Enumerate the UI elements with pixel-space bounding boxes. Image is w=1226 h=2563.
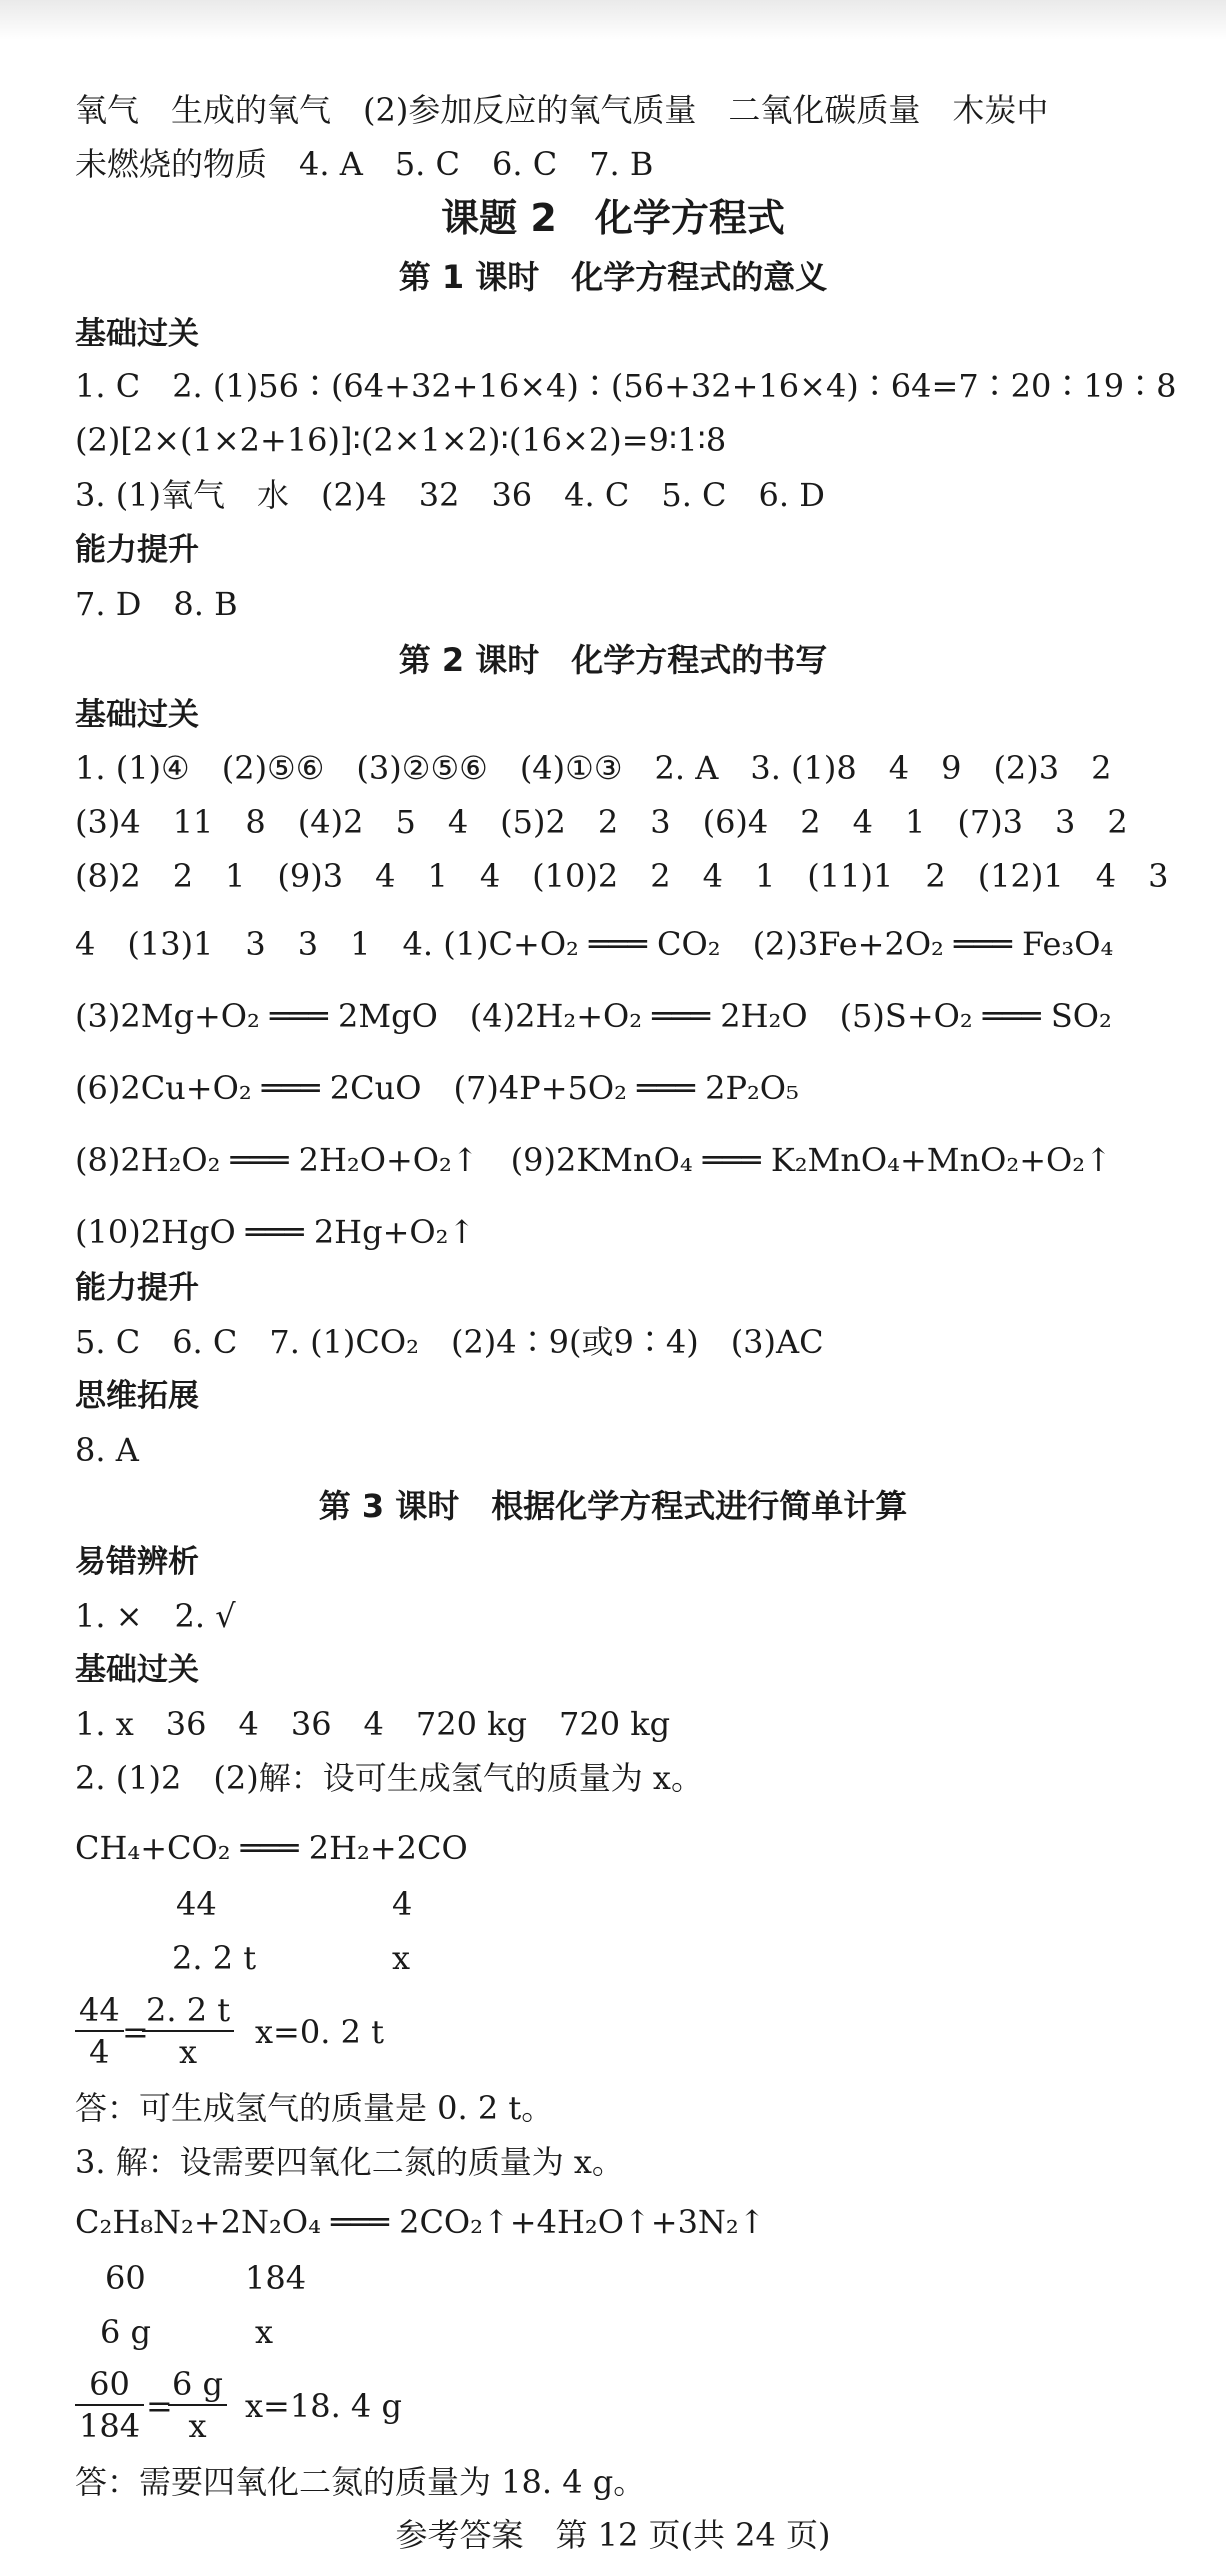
text-line: 1. x 36 4 36 4 720 kg 720 kg	[75, 1705, 671, 1743]
text-line: 5. C 6. C 7. (1)CO₂ (2)4∶9(或9∶4) (3)AC	[75, 1323, 824, 1361]
text-line: (2)[2×(1×2+16)]∶(2×1×2)∶(16×2)=9∶1∶8	[75, 421, 727, 459]
numerator: 6 g	[168, 2364, 227, 2406]
equals-sign: =	[122, 2013, 149, 2051]
denominator: x	[188, 2407, 207, 2445]
text-line: 答：需要四氧化二氮的质量为 18. 4 g。	[75, 2463, 646, 2501]
mass-value: 60	[105, 2259, 146, 2297]
text-line: 氧气 生成的氧气 (2)参加反应的氧气质量 二氧化碳质量 木炭中	[75, 91, 1049, 129]
mass-value: x	[392, 1939, 411, 1977]
section-thinking: 思维拓展	[75, 1378, 199, 1414]
text-line: 答：可生成氢气的质量是 0. 2 t。	[75, 2089, 554, 2127]
mass-value: 2. 2 t	[172, 1939, 257, 1977]
mass-value: 4	[392, 1885, 413, 1923]
top-shade	[0, 0, 1226, 40]
fraction	[168, 2364, 227, 2446]
numerator: 44	[75, 1990, 124, 2032]
equation-line: CH₄+CO₂ ═══ 2H₂+2CO	[75, 1829, 468, 1867]
text-line: 3. (1)氧气 水 (2)4 32 36 4. C 5. C 6. D	[75, 476, 825, 514]
fraction	[75, 1990, 124, 2072]
result: x=0. 2 t	[255, 2013, 384, 2051]
mass-value: 184	[245, 2259, 307, 2297]
section-basic-2: 基础过关	[75, 697, 199, 733]
fraction	[75, 2364, 144, 2446]
equation-line: (10)2HgO ═══ 2Hg+O₂↑	[75, 1213, 476, 1251]
topic-title: 课题 2 化学方程式	[441, 196, 785, 240]
text-line: 3. 解：设需要四氧化二氮的质量为 x。	[75, 2143, 624, 2181]
fraction	[142, 1990, 234, 2072]
equation-line: (8)2H₂O₂ ═══ 2H₂O+O₂↑ (9)2KMnO₄ ═══ K₂MnO₄+MnO₂+O₂↑	[75, 1141, 1112, 1179]
equals-sign: =	[146, 2387, 173, 2425]
section-error: 易错辨析	[75, 1544, 199, 1580]
numerator: 60	[75, 2364, 144, 2406]
text-line: 2. (1)2 (2)解：设可生成氢气的质量为 x。	[75, 1759, 703, 1797]
denominator: 4	[89, 2033, 110, 2071]
equation-line: (3)2Mg+O₂ ═══ 2MgO (4)2H₂+O₂ ═══ 2H₂O (5)S+O₂ ═══ SO₂	[75, 997, 1112, 1035]
lesson-3-title: 第 3 课时 根据化学方程式进行简单计算	[318, 1487, 908, 1525]
denominator: 184	[79, 2407, 141, 2445]
section-basic-3: 基础过关	[75, 1652, 199, 1688]
equation-line: C₂H₈N₂+2N₂O₄ ═══ 2CO₂↑+4H₂O↑+3N₂↑	[75, 2203, 766, 2241]
text-line: (3)4 11 8 (4)2 5 4 (5)2 2 3 (6)4 2 4 1 (7)3 3 2	[75, 803, 1128, 841]
section-basic-1: 基础过关	[75, 316, 199, 352]
result: x=18. 4 g	[245, 2387, 402, 2425]
text-line: 1. (1)④ (2)⑤⑥ (3)②⑤⑥ (4)①③ 2. A 3. (1)8 4 9 (2)3 2	[75, 749, 1112, 787]
denominator: x	[179, 2033, 198, 2071]
lesson-1-title: 第 1 课时 化学方程式的意义	[398, 258, 828, 296]
text-line: (8)2 2 1 (9)3 4 1 4 (10)2 2 4 1 (11)1 2 (12)1 4 3	[75, 857, 1169, 895]
text-line: 未燃烧的物质 4. A 5. C 6. C 7. B	[75, 145, 654, 183]
lesson-2-title: 第 2 课时 化学方程式的书写	[398, 641, 828, 679]
equation-line: (6)2Cu+O₂ ═══ 2CuO (7)4P+5O₂ ═══ 2P₂O₅	[75, 1069, 799, 1107]
mass-value: 44	[176, 1885, 217, 1923]
mass-value: 6 g	[100, 2313, 152, 2351]
text-line: 1. × 2. √	[75, 1597, 236, 1635]
section-ability-1: 能力提升	[75, 532, 199, 568]
mass-value: x	[255, 2313, 274, 2351]
equation-line: 4 (13)1 3 3 1 4. (1)C+O₂ ═══ CO₂ (2)3Fe+2O₂ ═══ Fe₃O₄	[75, 925, 1114, 963]
numerator: 2. 2 t	[142, 1990, 234, 2032]
page-footer: 参考答案 第 12 页(共 24 页)	[395, 2516, 831, 2554]
text-line: 7. D 8. B	[75, 585, 238, 623]
section-ability-2: 能力提升	[75, 1270, 199, 1306]
text-line: 8. A	[75, 1431, 139, 1469]
text-line: 1. C 2. (1)56∶(64+32+16×4)∶(56+32+16×4)∶64=7∶20∶19∶8	[75, 367, 1177, 405]
